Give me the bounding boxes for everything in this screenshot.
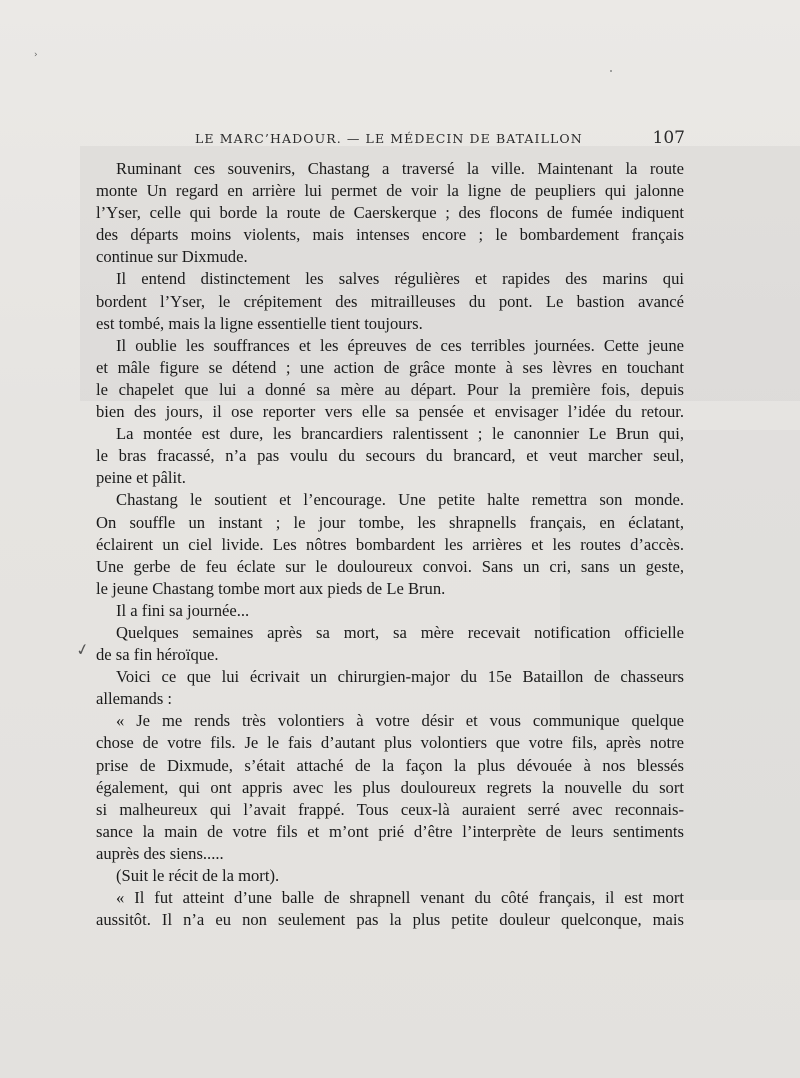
text-line: Il entend distinctement les salves régulières et rapides des marins qui: [116, 269, 684, 289]
text-line: le chapelet que lui a donné sa mère au départ. Pour la première fois, depuis: [96, 379, 684, 399]
text-line: l’Yser, celle qui borde la route de Caerskerque ; des flocons de fumée indiquent: [96, 203, 684, 223]
text-line: bien des jours, il ose reporter vers elle sa pensée et envisager l’idée du retour.: [96, 402, 684, 422]
text-line: Il a fini sa journée...: [116, 600, 250, 620]
text-line: Voici ce que lui écrivait un chirurgien-major du 15e Bataillon de chasseurs: [116, 667, 684, 687]
text-line: le bras fracassé, n’a pas voulu du secours du brancard, et veut marcher seul,: [96, 446, 684, 466]
running-title: LE MARC’HADOUR. — LE MÉDECIN DE BATAILLON: [195, 131, 583, 146]
text-line: si malheureux qui l’avait frappé. Tous ceux-là auraient serré avec reconnais-: [96, 799, 684, 819]
text-line: bordent l’Yser, le crépitement des mitrailleuses du pont. Le bastion avancé: [96, 291, 684, 311]
text-line: La montée est dure, les brancardiers ralentissent ; le canonnier Le Brun qui,: [116, 424, 684, 444]
text-line: « Il fut atteint d’une balle de shrapnell venant du côté français, il est mort: [116, 888, 684, 908]
text-line: chose de votre fils. Je le fais d’autant plus volontiers que votre fils, après notre: [96, 733, 684, 753]
text-line: Quelques semaines après sa mort, sa mère recevait notification officielle: [116, 622, 684, 642]
body-text: [96, 158, 684, 931]
text-line: aussitôt. Il n’a eu non seulement pas la plus petite douleur quelconque, mais: [96, 910, 684, 930]
text-line: des départs moins violents, mais intenses encore ; le bombardement français: [96, 225, 684, 245]
text-line: (Suit le récit de la mort).: [116, 866, 280, 885]
running-header: [195, 128, 685, 150]
text-line: prise de Dixmude, s’était attaché de la façon la plus dévouée à nos blessés: [96, 755, 684, 775]
text-line: Ruminant ces souvenirs, Chastang a traversé la ville. Maintenant la route: [116, 159, 684, 178]
margin-check-mark: ✓: [74, 638, 92, 661]
text-line: et mâle figure se détend ; une action de grâce monte à ses lèvres en touchant: [96, 357, 684, 377]
text-line: Une gerbe de feu éclate sur le douloureux convoi. Sans un cri, sans un geste,: [96, 556, 684, 576]
margin-tick-mark: ›: [34, 50, 38, 60]
text-line: « Je me rends très volontiers à votre désir et vous communique quelque: [116, 711, 684, 731]
text-line: auprès des siens.....: [96, 843, 224, 863]
text-line: allemands :: [96, 689, 173, 709]
text-line: éclairent un ciel livide. Les nôtres bombardent les arrières et les routes d’accès.: [96, 534, 684, 554]
text-line: monte Un regard en arrière lui permet de voir la ligne de peupliers qui jalonne: [96, 181, 684, 201]
text-line: le jeune Chastang tombe mort aux pieds de Le Brun.: [96, 578, 446, 598]
text-line: est tombé, mais la ligne essentielle tient toujours.: [96, 313, 423, 333]
speck-mark: [610, 70, 612, 72]
page-number: 107: [652, 128, 685, 148]
text-line: également, qui ont appris avec les plus douloureux regrets la nouvelle du sort: [96, 777, 684, 797]
text-line: Chastang le soutient et l’encourage. Une petite halte remettra son monde.: [116, 490, 684, 510]
text-line: de sa fin héroïque.: [96, 645, 219, 665]
text-line: continue sur Dixmude.: [96, 247, 248, 267]
text-line: Il oublie les souffrances et les épreuves de ces terribles journées. Cette jeune: [116, 335, 684, 355]
text-line: peine et pâlit.: [96, 468, 186, 488]
text-line: On souffle un instant ; le jour tombe, les shrapnells français, en éclatant,: [96, 512, 684, 532]
text-line: sance la main de votre fils et m’ont prié d’être l’interprète de leurs sentiments: [96, 821, 684, 841]
